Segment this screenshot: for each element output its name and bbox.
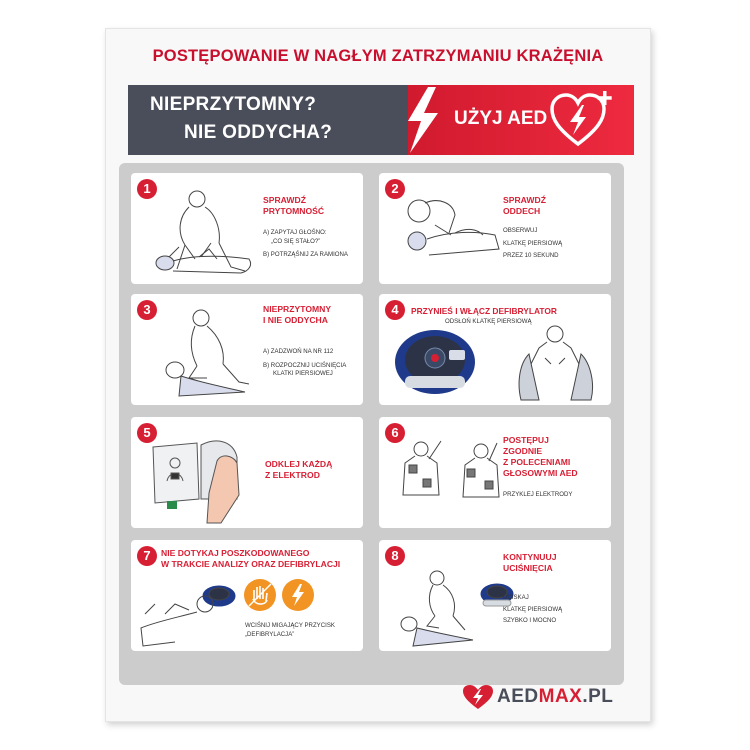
analysis-scene-illustration (135, 574, 241, 650)
step-text-line: SZYBKO I MOCNO (503, 617, 557, 624)
step-number-badge: 1 (137, 179, 157, 199)
step-number-badge: 8 (385, 546, 405, 566)
step-text-line: PRZEZ 10 SEKUND (503, 252, 559, 259)
aedmax-logo (461, 681, 631, 711)
lightning-warning-icon (281, 578, 315, 612)
continue-compressions-illustration (393, 566, 517, 650)
step-heading-line: PRZYNIEŚ I WŁĄCZ DEFIBRYLATOR (411, 306, 557, 316)
step-heading-line: PRYTOMNOŚĆ (263, 206, 325, 216)
aedmax-logo-icon (461, 683, 495, 711)
banner (128, 85, 634, 155)
start-compressions-illustration (149, 306, 261, 401)
step-text-line: KLATKĘ PIERSIOWĄ (503, 605, 563, 613)
step-text-line: „DEFIBRYLACJA” (245, 630, 295, 638)
step-heading-line: Z ELEKTROD (265, 470, 320, 480)
poster-title: POSTĘPOWANIE W NAGŁYM ZATRZYMANIU KRAŻĘNIA (152, 47, 604, 65)
banner-use-aed: UŻYJ AED (454, 108, 548, 129)
step-card-1 (131, 173, 363, 284)
check-breathing-illustration (395, 189, 507, 279)
step-text-line: „CO SIĘ STAŁO?” (271, 237, 321, 245)
step-number-badge: 3 (137, 300, 157, 320)
step-text-line: B) ROZPOCZNIJ UCIŚNIĘCIA (263, 361, 347, 369)
step-text-line: A) ZADZWOŃ NA NR 112 (263, 348, 334, 355)
step-heading-line: W TRAKCIE ANALIZY ORAZ DEFIBRYLACJI (161, 559, 341, 569)
step-heading-line: NIE DOTYKAJ POSZKODOWANEGO (161, 548, 310, 558)
step-card-7 (131, 540, 363, 651)
step-text-line: PRZYKLEJ ELEKTRODY (503, 491, 573, 498)
step-text-line: B) POTRZĄŚNIJ ZA RAMIONA (263, 251, 348, 258)
step-card-2 (379, 173, 611, 284)
bolt-icon (396, 85, 446, 155)
step-number-badge: 2 (385, 179, 405, 199)
poster (105, 28, 651, 722)
step-text-line: OBSERWUJ (503, 227, 538, 234)
step-text-line: ODSŁOŃ KLATKĘ PIERSIOWĄ (445, 318, 532, 325)
steps-grid (119, 163, 624, 685)
step-number-badge: 7 (137, 546, 157, 566)
step-heading-line: KONTYNUUJ (503, 552, 557, 562)
logo-text-aed: AED (497, 686, 539, 707)
banner-question-not-breathing: NIE ODDYCHA? (184, 122, 333, 143)
hand-stop-icon (243, 578, 277, 612)
step-card-4 (379, 294, 611, 405)
logo-text-max: MAX (538, 686, 583, 707)
banner-question-unconscious: NIEPRZYTOMNY? (150, 94, 317, 115)
step-card-5 (131, 417, 363, 528)
step-heading-line: GŁOSOWYMI AED (503, 468, 578, 478)
step-text-line: UCISKAJ (503, 594, 529, 601)
step-heading-line: ZGODNIE (503, 446, 543, 456)
step-heading-line: Z POLECENIAMI (503, 457, 571, 467)
step-card-3 (131, 294, 363, 405)
step-heading-line: ODDECH (503, 206, 541, 216)
step-heading-line: I NIE ODDYCHA (263, 315, 328, 325)
step-text-line: KLATKI PIERSIOWEJ (273, 370, 333, 377)
step-number-badge: 4 (385, 300, 405, 320)
step-heading-line: SPRAWDŹ (263, 195, 306, 205)
peel-electrodes-illustration (147, 433, 267, 525)
step-number-badge: 5 (137, 423, 157, 443)
step-heading-line: NIEPRZYTOMNY (263, 304, 332, 314)
aed-heart-icon (548, 89, 618, 151)
exposed-chest-illustration (509, 324, 601, 402)
step-text-line: WCIŚNIJ MIGAJĄCY PRZYCISK (245, 622, 335, 629)
step-text-line: KLATKĘ PIERSIOWĄ (503, 239, 563, 247)
step-card-8 (379, 540, 611, 651)
aed-device-illustration (391, 328, 483, 400)
logo-text-domain: .PL (582, 686, 614, 707)
step-heading-line: SPRAWDŹ (503, 195, 546, 205)
step-heading-line: UCIŚNIĘCIA (503, 563, 553, 573)
step-card-6 (379, 417, 611, 528)
attach-electrodes-illustration (395, 439, 505, 525)
step-heading-line: ODKLEJ KAŻDĄ (265, 459, 333, 469)
step-heading-line: POSTĘPUJ (503, 435, 549, 445)
step-text-line: A) ZAPYTAJ GŁOŚNO: (263, 229, 327, 236)
check-consciousness-illustration (149, 187, 259, 279)
step-number-badge: 6 (385, 423, 405, 443)
